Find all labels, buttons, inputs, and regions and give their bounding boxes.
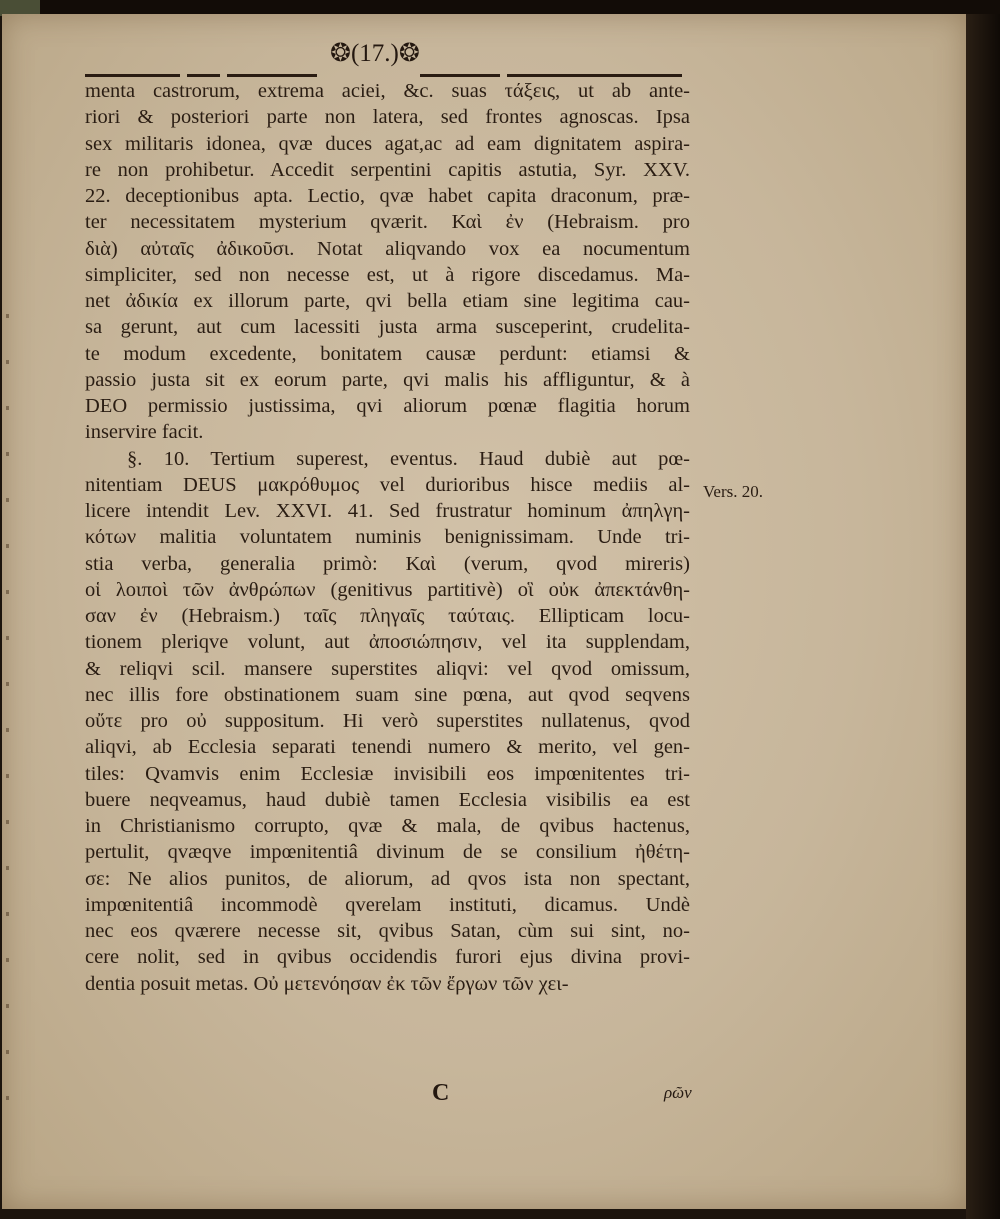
text-line: sex militaris idonea, qvæ duces agat,ac ad eam dignitatem aspira- xyxy=(85,132,690,155)
text-line: sa gerunt, aut cum lacessiti justa arma susceperint, crudelita- xyxy=(85,316,690,339)
header-rule-left-2 xyxy=(187,74,220,77)
text-line: οἱ λοιποὶ τῶν ἀνθρώπων (genitivus partitivè) οἳ οὐκ ἀπεκτάνθη- xyxy=(85,578,690,601)
page-number: ❂(17.)❂ xyxy=(330,40,420,67)
text-line: menta castrorum, extrema aciei, &c. suas τάξεις, ut ab ante- xyxy=(85,80,690,102)
text-line: passio justa sit ex eorum parte, qvi malis his affliguntur, & à xyxy=(85,368,690,391)
text-line: riori & posteriori parte non latera, sed frontes agnoscas. Ipsa xyxy=(85,106,690,129)
text-line: aliqvi, ab Ecclesia separati tenendi numero & merito, vel gen- xyxy=(85,736,690,759)
catchword: ρῶν xyxy=(664,1083,692,1102)
text-line: buere neqveamus, haud dubiè tamen Ecclesia visibilis ea est xyxy=(85,788,690,811)
text-line: inservire facit. xyxy=(85,421,204,444)
text-line: dentia posuit metas. Οὐ μετενόησαν ἐκ τῶν ἔργων τῶν χει- xyxy=(85,972,569,995)
text-line: σε: Ne alios punitos, de aliorum, ad qvos ista non spectant, xyxy=(85,867,690,890)
text-line: net ἀδικία ex illorum parte, qvi bella etiam sine legitima cau- xyxy=(85,290,690,312)
text-line: οὔτε pro οὐ suppositum. Hi verò superstites nullatenus, qvod xyxy=(85,710,690,732)
header-rule-left xyxy=(85,74,180,77)
scan-right-border xyxy=(966,14,1000,1219)
text-line: σαν ἐν (Hebraism.) ταῖς πληγαῖς ταύταις. Ellipticam locu- xyxy=(85,605,690,627)
text-line: κότων malitia voluntatem numinis benignissimam. Unde tri- xyxy=(85,526,690,549)
text-line: re non prohibetur. Accedit serpentini capitis astutia, Syr. XXV. xyxy=(85,158,690,181)
text-line: pertulit, qvæqve impœnitentiâ divinum de se consilium ἠθέτη- xyxy=(85,841,690,864)
text-line: nitentiam DEUS μακρόθυμος vel durioribus hisce mediis al- xyxy=(85,473,690,496)
text-line: te modum excedente, bonitatem causæ perdunt: etiamsi & xyxy=(85,342,690,365)
text-line: ter necessitatem mysterium qværit. Καὶ ἐν (Hebraism. pro xyxy=(85,211,690,234)
text-line: cere nolit, sed in qvibus occidendis furori ejus divina provi- xyxy=(85,946,690,969)
text-line: DEO permissio justissima, qvi aliorum pœnæ flagitia horum xyxy=(85,395,690,417)
text-line: tiles: Qvamvis enim Ecclesiæ invisibili eos impœnitentes tri- xyxy=(85,762,690,785)
text-line: §. 10. Tertium superest, eventus. Haud dubiè aut pœ- xyxy=(127,447,690,470)
text-line: impœnitentiâ incommodè qverelam instituti, dicamus. Undè xyxy=(85,893,690,916)
margin-verse-reference: Vers. 20. xyxy=(703,482,763,501)
header-rule-right-2 xyxy=(507,74,682,77)
text-line: in Christianismo corrupto, qvæ & mala, de qvibus hactenus, xyxy=(85,815,690,837)
text-line: licere intendit Lev. XXVI. 41. Sed frustratur hominum ἀπηλγη- xyxy=(85,500,690,522)
text-line: simpliciter, sed non necesse est, ut à rigore discedamus. Ma- xyxy=(85,263,690,286)
text-line: & reliqvi scil. mansere superstites aliqvi: vel qvod omissum, xyxy=(85,657,690,680)
text-line: stia verba, generalia primò: Καὶ (verum, qvod mireris) xyxy=(85,552,690,575)
text-line: 22. deceptionibus apta. Lectio, qvæ habet capita draconum, præ- xyxy=(85,185,690,207)
page-header xyxy=(85,34,685,84)
scan-top-border xyxy=(0,0,1000,14)
text-line: διὰ) αὐταῖς ἀδικοῦσι. Notat aliqvando vox ea nocumentum xyxy=(85,237,690,260)
header-rule-right xyxy=(420,74,500,77)
text-line: nec eos qværere necesse sit, qvibus Satan, cùm sui sint, no- xyxy=(85,920,690,942)
text-line: tionem pleriqve volunt, aut ἀποσιώπησιν, vel ita supplendam, xyxy=(85,631,690,654)
header-rule-left-3 xyxy=(227,74,317,77)
body-text xyxy=(85,78,690,997)
signature-mark: C xyxy=(432,1080,450,1106)
text-line: nec illis fore obstinationem suam sine pœna, aut qvod seqvens xyxy=(85,683,690,706)
binding-marks xyxy=(6,314,9,1114)
